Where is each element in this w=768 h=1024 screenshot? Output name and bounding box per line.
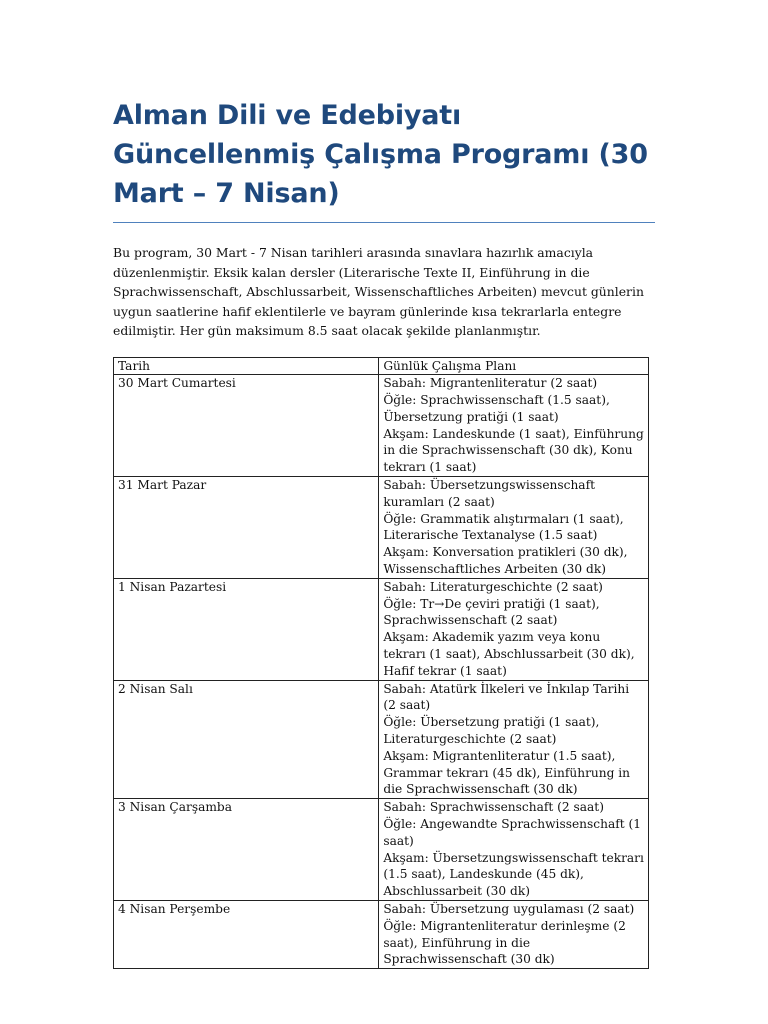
plan-morning: Sabah: Übersetzung uygulaması (2 saat): [383, 902, 635, 916]
row-date: 31 Mart Pazar: [114, 477, 379, 579]
plan-evening: Akşam: Landeskunde (1 saat), Einführung in die Sprachwissenschaft (30 dk), Konu tekrarı (1 saat): [383, 426, 644, 475]
plan-morning: Sabah: Literaturgeschichte (2 saat): [383, 579, 603, 594]
plan-noon: Öğle: Sprachwissenschaft (1.5 saat), Übersetzung pratiği (1 saat): [383, 393, 610, 424]
plan-noon: Öğle: Migrantenliteratur derinleşme (2 saat), Einführung in die Sprachwissenschaft (30 dk): [383, 918, 626, 967]
intro-paragraph: Bu program, 30 Mart - 7 Nisan tarihleri arasında sınavlara hazırlık amacıyla düzenlenmiştir. Eksik kalan dersler (Literarische Texte II, Einführung in die Sprachwissenschaft, Abschlussarbeit, Wissenschaftliches Arbeiten) mevcut günlerin uygun saatlerine hafif eklentilerle ve bayram günlerinde kısa tekrarlarla entegre edilmiştir. Her gün maksimum 8.5 saat olacak şekilde planlanmıştır.: [113, 245, 644, 338]
row-plan: [379, 799, 649, 901]
table-row: [114, 799, 649, 901]
row-plan: [379, 578, 649, 680]
row-plan: [379, 477, 649, 579]
row-plan: [379, 375, 649, 477]
table-header-row: [114, 357, 649, 375]
row-date: 1 Nisan Pazartesi: [114, 578, 379, 680]
plan-noon: Öğle: Grammatik alıştırmaları (1 saat), Literarische Textanalyse (1.5 saat): [383, 511, 624, 543]
row-date: 2 Nisan Salı: [114, 680, 379, 799]
plan-morning: Sabah: Übersetzungswissenschaft kuramları (2 saat): [383, 478, 595, 509]
plan-evening: Akşam: Migrantenliteratur (1.5 saat), Grammar tekrarı (45 dk), Einführung in die Sprachwissenschaft (30 dk): [383, 748, 631, 797]
plan-evening: Akşam: Konversation pratikleri (30 dk), Wissenschaftliches Arbeiten (30 dk): [383, 545, 628, 577]
table-row: [114, 477, 649, 579]
document-title: Alman Dili ve Edebiyatı Güncellenmiş Çalışma Programı (30 Mart – 7 Nisan): [113, 96, 655, 223]
row-date: 30 Mart Cumartesi: [114, 375, 379, 477]
header-plan: Günlük Çalışma Planı: [379, 357, 649, 375]
table-row: [114, 578, 649, 680]
plan-noon: Öğle: Tr→De çeviri pratiği (1 saat), Sprachwissenschaft (2 saat): [383, 596, 600, 628]
plan-morning: Sabah: Migrantenliteratur (2 saat): [383, 376, 598, 391]
plan-morning: Sabah: Atatürk İlkeleri ve İnkılap Tarihi (2 saat): [383, 681, 630, 713]
plan-noon: Öğle: Angewandte Sprachwissenschaft (1 saat): [383, 817, 641, 848]
row-plan: [379, 901, 649, 969]
row-date: 3 Nisan Çarşamba: [114, 799, 379, 901]
plan-noon: Öğle: Übersetzung pratiği (1 saat), Literaturgeschichte (2 saat): [383, 715, 600, 747]
row-date: 4 Nisan Perşembe: [114, 901, 379, 969]
table-row: [114, 680, 649, 799]
plan-evening: Akşam: Übersetzungswissenschaft tekrarı (1.5 saat), Landeskunde (45 dk), Abschlussarbeit (30 dk): [383, 850, 644, 899]
row-plan: [379, 680, 649, 799]
schedule-table: [113, 357, 649, 970]
header-date: Tarih: [114, 357, 379, 375]
table-row: [114, 901, 649, 969]
document-page: [113, 96, 655, 969]
plan-evening: Akşam: Akademik yazım veya konu tekrarı (1 saat), Abschlussarbeit (30 dk), Hafif tekrar (1 saat): [383, 630, 635, 678]
plan-morning: Sabah: Sprachwissenschaft (2 saat): [383, 800, 604, 815]
table-row: [114, 375, 649, 477]
